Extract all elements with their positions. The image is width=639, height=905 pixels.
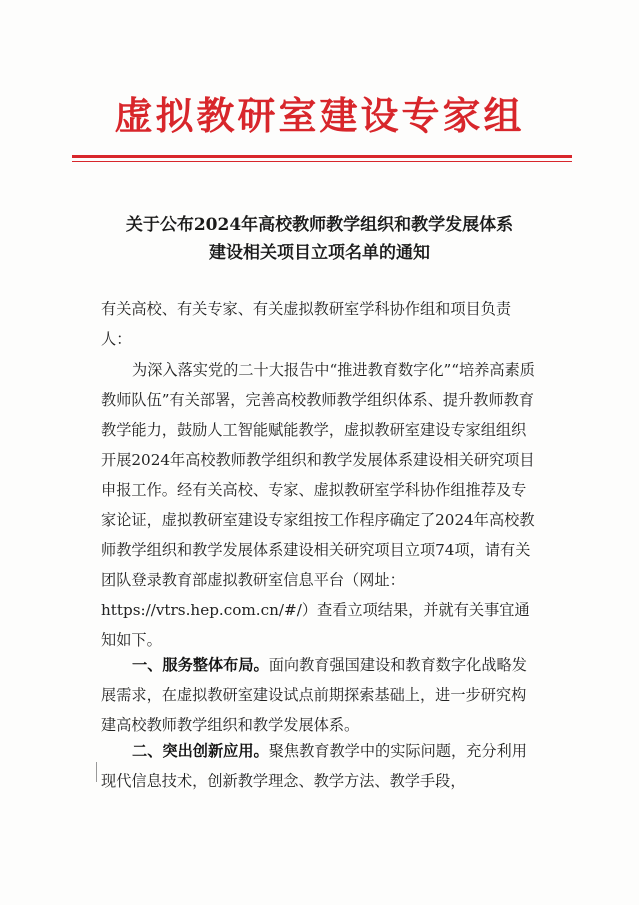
header-divider-thin (72, 161, 572, 162)
salutation: 有关高校、有关专家、有关虚拟教研室学科协作组和项目负责人： (101, 300, 512, 348)
margin-mark (96, 762, 97, 782)
header-divider-thick (72, 155, 572, 158)
point-1-heading: 一、服务整体布局。 (132, 656, 269, 674)
point-1-paragraph (101, 650, 541, 740)
body-paragraph-1: 为深入落实党的二十大报告中“推进教育数字化”“培养高素质教师队伍”有关部署，完善高校教师教学组织体系、提升教师教育教学能力，鼓励人工智能赋能教学，虚拟教研室建设专家组组织开展2024年高校教师教学组织和教学发展体系建设相关研究项目申报工作。经有关高校、专家、虚拟教研室学科协作组推荐及专家论证，虚拟教研室建设专家组按工作程序确定了2024年高校教师教学组织和教学发展体系建设相关研究项目立项74项，请有关团队登录教育部虚拟教研室信息平台（网址：https://vtrs.hep.com.cn/#/）查看立项结果，并就有关事宜通知如下。 (101, 361, 535, 649)
point-1-text: 面向教育强国建设和教育数字化战略发展需求，在虚拟教研室建设试点前期探索基础上，进一步研究构建高校教师教学组织和教学发展体系。 (101, 656, 527, 734)
point-2-text: 聚焦教育教学中的实际问题，充分利用现代信息技术，创新教学理念、教学方法、教学手段， (101, 742, 527, 790)
point-2-heading: 二、突出创新应用。 (132, 742, 269, 760)
point-2-paragraph (101, 736, 541, 796)
notice-title-line2: 建设相关项目立项名单的通知 (209, 243, 430, 263)
notice-title-line1: 关于公布2024年高校教师教学组织和教学发展体系 (125, 215, 514, 235)
org-header-title: 虚拟教研室建设专家组 (114, 93, 525, 138)
notice-title (0, 211, 639, 267)
